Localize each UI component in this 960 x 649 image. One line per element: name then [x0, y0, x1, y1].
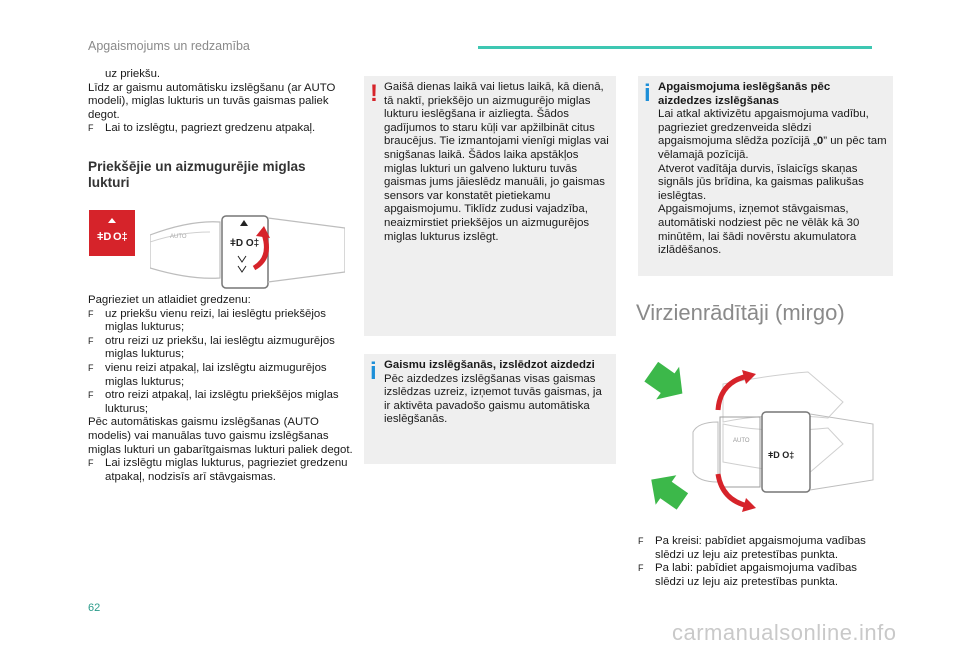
ring-auto-label: AUTO: [170, 234, 187, 240]
ring-auto-label: AUTO: [733, 438, 750, 444]
list-item: F vienu reizi atpakaļ, lai izslēgtu aizmugurējos miglas lukturus;: [88, 361, 327, 388]
info-text-timeout: Apgaismojums, izņemot stāvgaismas, automātiski nodziest pēc ne vēlāk kā 30 minūtēm, lai šādi novērstu akumulatora izlādēšanos.: [658, 203, 860, 257]
svg-text:ǂD O‡: ǂD O‡: [768, 450, 795, 460]
info-title: Gaismu izslēgšanās, izslēdzot aizdedzi: [384, 359, 595, 371]
info-text: Pēc aizdedzes izslēgšanas visas gaismas izslēdzas uzreiz, izņemot tuvās gaismas, ja ir aktivēta pavadošo gaismu automātiska ieslēgšanās.: [384, 372, 602, 426]
svg-text:O‡: O‡: [113, 231, 128, 243]
section-title-indicators: Virzienrādītāji (mirgo): [636, 300, 845, 325]
page-number: 62: [88, 602, 101, 614]
intro-bullet: F Lai to izslēgtu, pagriezt gredzenu atpakaļ.: [88, 122, 316, 135]
bullet-marker: F: [88, 123, 94, 134]
list-item: F otro reizi atpakaļ, lai izslēgtu priekšējos miglas lukturus;: [88, 389, 339, 415]
column-left: [88, 68, 350, 191]
intro-paragraph: Līdz ar gaismu automātisku izslēgšanu (ar AUTO modeli), miglas lukturis un tuvās gaismas paliek degot.: [88, 81, 336, 121]
header-accent-bar: [478, 46, 872, 49]
warning-box: [364, 76, 616, 336]
intro-line: uz priekšu.: [105, 68, 161, 80]
after-paragraph: Pēc automātiskas gaismu izslēgšanas (AUTO modelis) vai manuālas tuvo gaismu izslēgšanas miglas lukturi un gabarītgaismas lukturi paliek degot.: [88, 416, 353, 456]
watermark: carmanualsonline.info: [672, 620, 897, 645]
info-box-ignition-off: [364, 354, 616, 464]
indicator-instructions: [638, 535, 888, 589]
info-icon: i: [644, 80, 651, 107]
svg-text:ǂD: ǂD: [97, 231, 112, 243]
warning-icon: !: [370, 80, 378, 107]
list-item: F Lai izslēgtu miglas lukturus, pagrieziet gredzenu atpakaļ, nodzisīs arī stāvgaismas.: [88, 457, 348, 483]
info-text: Lai atkal aktivizētu apgaismojuma vadību, pagrieziet gredzenveida slēdzi apgaismojuma slēdža pozīcijā „0” un pēc tam vēlamajā pozīcijā.: [658, 108, 887, 161]
list-item: F otru reizi uz priekšu, lai ieslēgtu aizmugurējos miglas lukturus;: [88, 334, 335, 361]
fog-lights-heading: Priekšējie un aizmugurējie miglas lukturi: [88, 158, 306, 190]
svg-text:ǂD O‡: ǂD O‡: [230, 238, 260, 249]
fog-light-icon: [89, 210, 135, 256]
list-item: F Pa kreisi: pabīdiet apgaismojuma vadības slēdzi uz leju aiz pretestības punkta.: [638, 535, 866, 561]
info-box-lighting-after-ignition: [638, 76, 893, 276]
page-header-title: Apgaismojums un redzamība: [88, 39, 250, 53]
arrow-left-icon: [641, 465, 693, 516]
fog-light-symbol-badge: [89, 210, 135, 256]
list-item: F Pa labi: pabīdiet apgaismojuma vadības slēdzi uz leju aiz pretestības punkta.: [638, 562, 857, 588]
warning-text: Gaišā dienas laikā vai lietus laikā, kā dienā, tā naktī, priekšējo un aizmugurējo miglas lukturu ieslēgšana ir aizliegta. Šādos gadījumos to staru kūļi var apžilbināt citus braucējus. Tie izmantojami vienīgi miglas vai snigšanas laikā. Šādos laika apstākļos miglas lukturi un galveno lukturu tuvās gaismas jums jāieslēdz manuāli, jo gaismas sensors var konstatēt pietiekamu apgaismojumu. Tiklīdz zudusi vajadzība, neaizmirstiet priekšējos un aizmugurējos miglas lukturus izslēgt.: [384, 81, 609, 243]
list-item: F uz priekšu vienu reizi, lai ieslēgtu priekšējos miglas lukturus;: [88, 307, 326, 334]
info-text-door: Atverot vadītāja durvis, īslaicīgs skaņas signāls jūs brīdina, ka gaismas palikušas ieslēgtas.: [658, 162, 864, 202]
fog-instructions: [88, 294, 353, 484]
arrow-right-icon: [640, 362, 694, 410]
info-icon: i: [370, 358, 377, 385]
instruction-text: Pagrieziet un atlaidiet gredzenu:: [88, 294, 251, 306]
indicator-stalk-figure: [638, 362, 888, 522]
fog-light-stalk-figure: [150, 210, 345, 290]
info-title: Apgaismojuma ieslēgšanās pēc aizdedzes izslēgšanas: [658, 81, 831, 107]
